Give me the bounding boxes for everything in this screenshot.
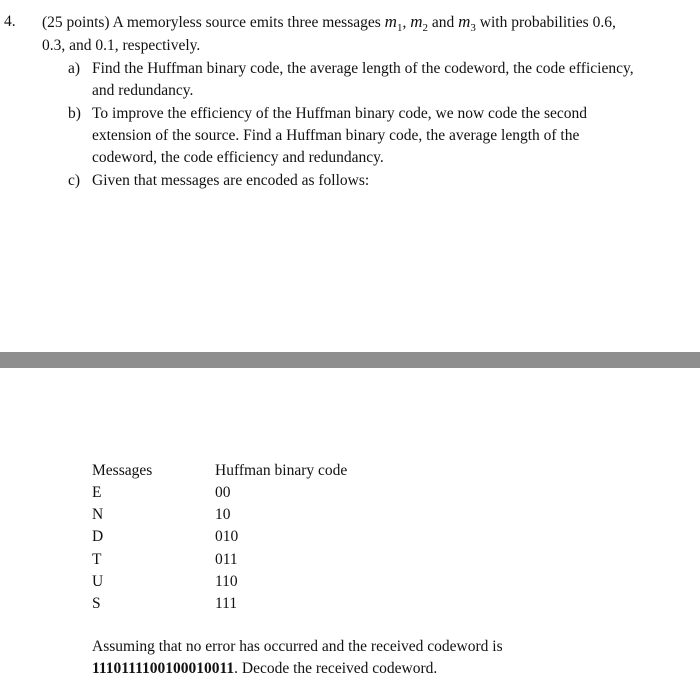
table-header-messages: Messages — [92, 462, 153, 479]
part-b-line-1: To improve the efficiency of the Huffman binary code, we now code the second — [92, 105, 588, 122]
table-cell-message: T — [92, 551, 102, 568]
table-cell-message: U — [92, 573, 104, 590]
section-divider — [0, 352, 700, 368]
table-cell-code: 00 — [215, 484, 231, 501]
table-cell-message: D — [92, 528, 104, 545]
part-a-line-2: and redundancy. — [92, 82, 194, 99]
table-cell-code: 10 — [215, 506, 231, 523]
comma-1: , — [402, 14, 407, 31]
message-m2: $m_2$ — [410, 12, 428, 34]
message-m1: $m_1$ — [384, 12, 403, 34]
part-b-label: b) — [68, 105, 81, 122]
part-b-line-2: extension of the source. Find a Huffman binary code, the average length of the — [92, 127, 580, 144]
question-number: 4. — [4, 13, 16, 30]
table-cell-code: 010 — [215, 528, 239, 545]
part-c-line-1: Given that messages are encoded as follows: — [92, 172, 370, 189]
table-cell-message: S — [92, 595, 101, 612]
table-cell-code: 011 — [215, 551, 238, 568]
part-b-line-3: codeword, the code efficiency and redundancy. — [92, 149, 384, 166]
decode-instruction-line-2 — [92, 658, 437, 680]
question-stem-suffix: with probabilities 0.6, — [479, 14, 616, 31]
table-cell-message: E — [92, 484, 102, 501]
question-stem-prefix: (25 points) A memoryless source emits three messages — [42, 14, 381, 31]
part-a-line-1: Find the Huffman binary code, the average length of the codeword, the code efficiency, — [92, 60, 634, 77]
table-header-code: Huffman binary code — [215, 462, 348, 479]
question-stem-line-2: 0.3, and 0.1, respectively. — [42, 37, 201, 54]
table-cell-code: 111 — [215, 595, 238, 612]
decode-instruction-suffix: . Decode the received codeword. — [234, 660, 438, 677]
part-c-label: c) — [68, 172, 81, 189]
and-word: and — [431, 14, 455, 31]
part-a-label: a) — [68, 60, 81, 77]
received-codeword: 1110111100100010011 — [92, 660, 235, 677]
message-m3: $m_3$ — [458, 12, 476, 34]
table-cell-message: N — [92, 506, 104, 523]
table-cell-code: 110 — [215, 573, 238, 590]
decode-instruction-line-1: Assuming that no error has occurred and the received codeword is — [92, 638, 503, 655]
